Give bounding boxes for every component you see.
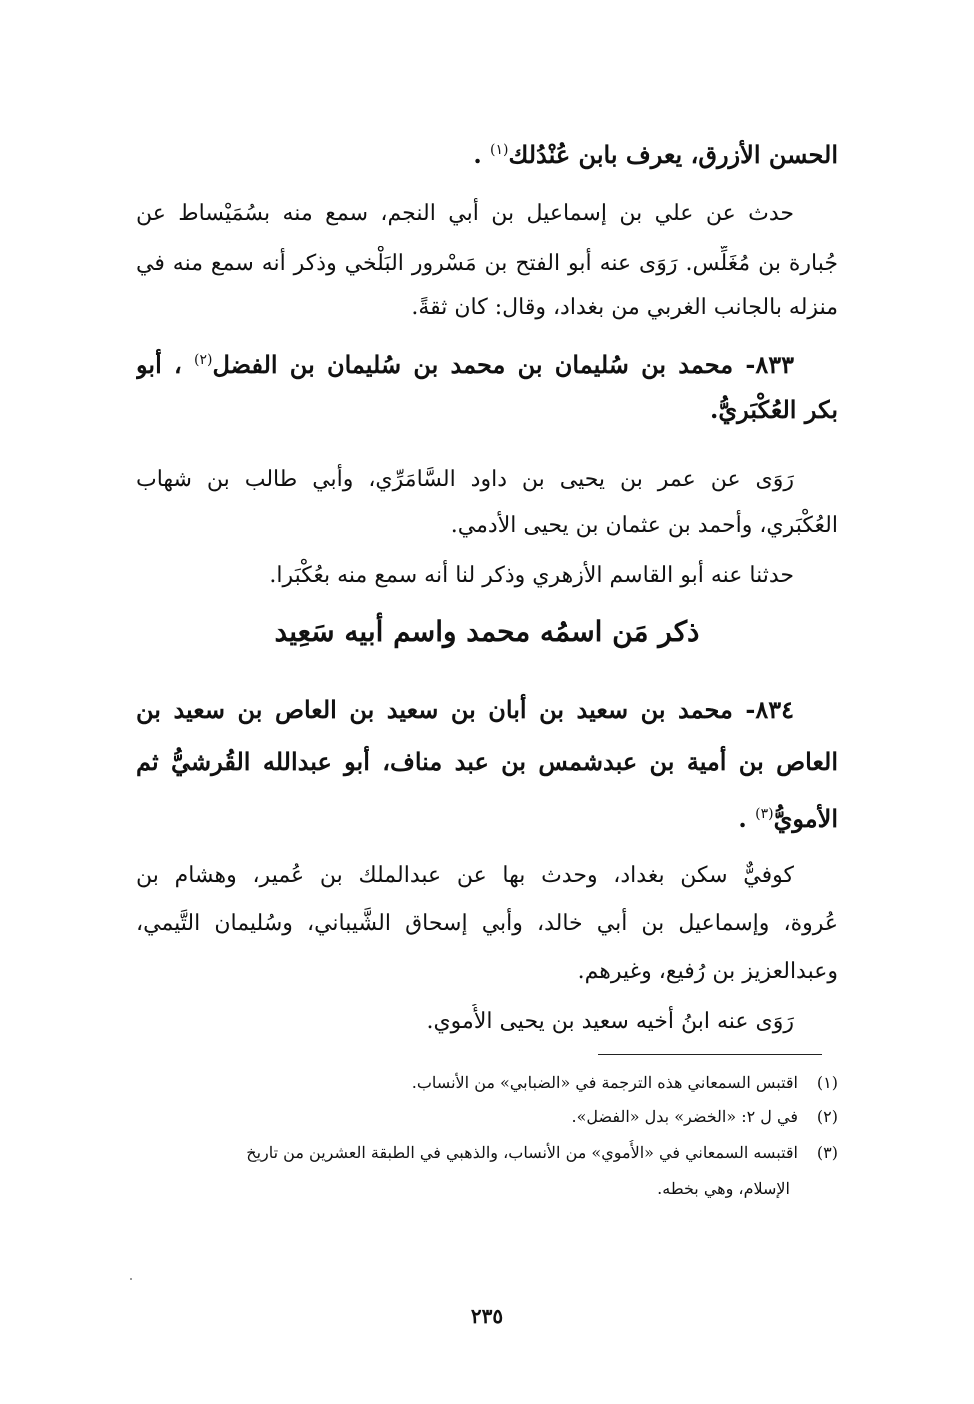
entry-834-line3 (136, 796, 838, 837)
footnote-2 (136, 1104, 838, 1130)
entry-834-line1: ٨٣٤- محمد بن سعيد بن أبان بن سعيد بن العاص بن سعيد بن (136, 695, 794, 724)
entry-833-text-b: ، أبو (136, 350, 194, 379)
footnote-separator (598, 1054, 822, 1055)
footnote-ref-3: (٣) (755, 806, 774, 822)
para5: رَوَى عنه ابنُ أخيه سعيد بن يحيى الأُموي. (426, 1009, 794, 1034)
page-number: ٢٣٥ (470, 1304, 504, 1328)
entry-833-text: ٨٣٣- محمد بن سُليمان بن محمد بن سُليمان بن الفضل (212, 350, 794, 379)
footnote-3 (136, 1140, 838, 1166)
footnote-3-continuation: الإسلام، وهي بخطه. (657, 1179, 790, 1198)
footnote-2-text: في ل ٢: «الخضر» بدل «الفضل». (571, 1107, 798, 1126)
entry-834-text: الأمويُّ (773, 804, 838, 833)
para4-line1: كوفيٌّ سكن بغداد، وحدث بها عن عبدالملك بن عُمير، وهشام بن (136, 863, 794, 888)
entry-832-text: الحسن الأزرق، يعرف بابن عُنْدُلك (508, 140, 838, 169)
footnote-1-number: (١) (816, 1073, 838, 1092)
entry-832-tail (136, 132, 838, 173)
para2-line2: العُكْبَري، وأحمد بن عثمان بن يحيى الأدمي. (450, 513, 838, 538)
para1-line3: منزله بالجانب الغربي من بغداد، وقال: كان ثقةً. (411, 295, 838, 320)
entry-834-line2: العاص بن أمية بن عبدشمس بن عبد مناف، أبو عبدالله القُرشيُّ ثم (136, 747, 838, 776)
footnote-1 (136, 1070, 838, 1096)
entry-834-end: . (738, 804, 756, 833)
footnote-3-text: اقتبسه السمعاني في «الأُموي» من الأنساب، والذهبي في الطبقة العشرين من تاريخ (246, 1143, 798, 1162)
footnote-3-number: (٣) (816, 1143, 838, 1162)
para3: حدثنا عنه أبو القاسم الأزهري وذكر لنا أنه سمع منه بعُكْبَرا. (269, 563, 794, 588)
footnote-ref-2: (٢) (193, 352, 213, 368)
footnote-ref-1: (١) (490, 142, 509, 158)
entry-832-end: . (473, 140, 491, 169)
footnote-1-text: اقتبس السمعاني هذه الترجمة في «الضبابي» من الأنساب. (411, 1073, 798, 1092)
para1-line2: جُبارة بن مُغَلِّس. رَوَى عنه أبو الفتح بن مَسْرور البَلْخي وذكر أنه سمع منه في (136, 251, 838, 276)
para2-line1: رَوَى عن عمر بن يحيى بن داود السَّامَرِّي، وأبي طالب بن شهاب (136, 467, 794, 492)
para4-line2: عُروة، وإسماعيل بن أبي خالد، وأبي إسحاق الشَّيباني، وسُليمان التَّيمي، (136, 911, 838, 936)
footnote-2-number: (٢) (816, 1107, 838, 1126)
section-heading: ذكر مَن اسمُه محمد واسم أبيه سَعِيد (274, 615, 700, 648)
scan-speck (130, 1278, 132, 1280)
entry-833-line2: بكر العُكْبَريُّ. (710, 395, 838, 424)
para4-line3: وعبدالعزيز بن رُفيع، وغيرهم. (577, 959, 838, 984)
entry-833-line1 (136, 342, 794, 383)
para1-line1: حدث عن علي بن إسماعيل بن أبي النجم، سمع منه بسُمَيْساط عن (136, 201, 794, 226)
